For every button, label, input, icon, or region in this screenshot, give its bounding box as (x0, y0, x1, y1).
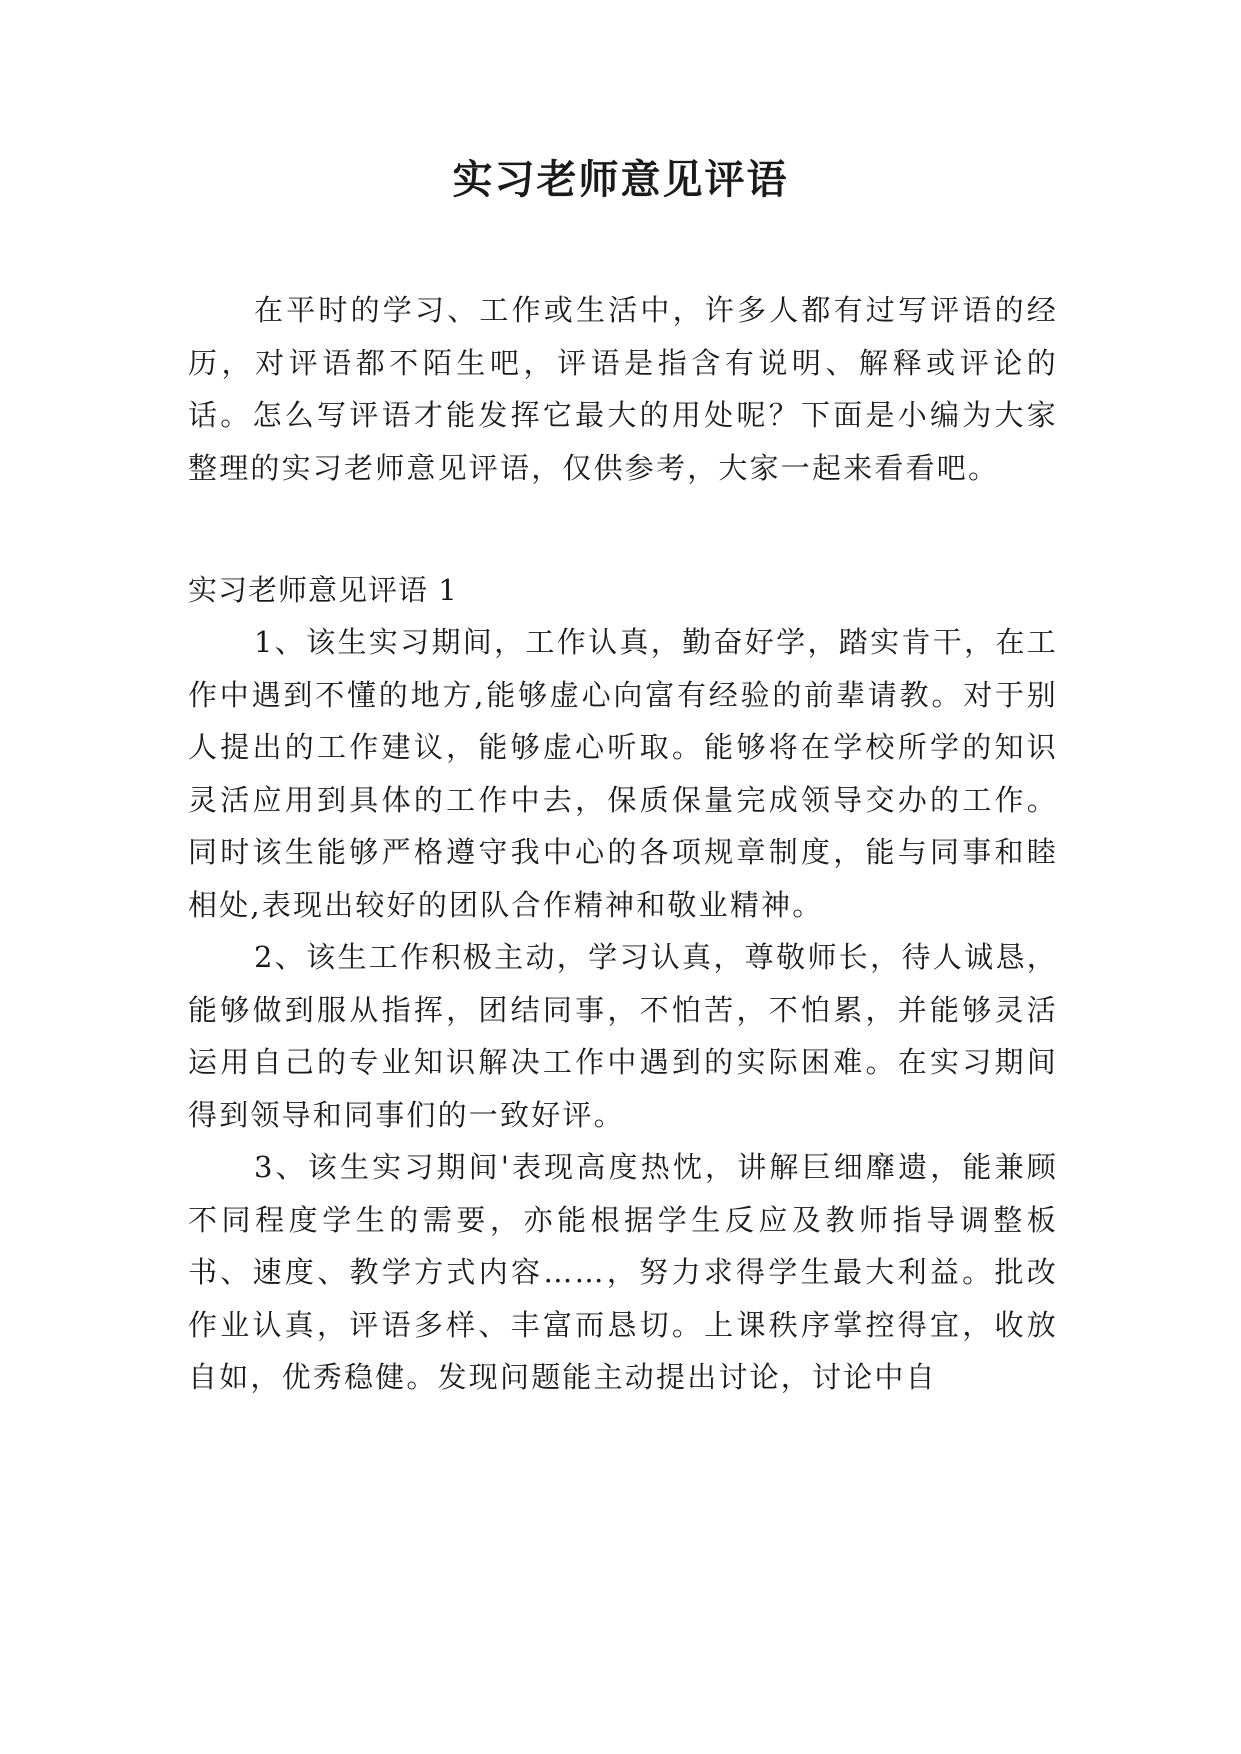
document-title: 实习老师意见评语 (452, 156, 789, 203)
intro-paragraph: 在平时的学习、工作或生活中，许多人都有过写评语的经历，对评语都不陌生吧，评语是指含有说明、解释或评论的话。怎么写评语才能发挥它最大的用处呢？下面是小编为大家整理的实习老师意见评语，仅供参考，大家一起来看看吧。 (188, 293, 1058, 485)
section-spacer (188, 494, 1058, 564)
comment-paragraph-1: 1、该生实习期间，工作认真，勤奋好学，踏实肯干，在工作中遇到不懂的地方,能够虚心向富有经验的前辈请教。对于别人提出的工作建议，能够虚心听取。能够将在学校所学的知识灵活应用到具体的工作中去，保质保量完成领导交办的工作。同时该生能够严格遵守我中心的各项规章制度，能与同事和睦相处,表现出较好的团队合作精神和敬业精神。 (188, 625, 1058, 922)
comment-paragraph-2: 2、该生工作积极主动，学习认真，尊敬师长，待人诚恳，能够做到服从指挥，团结同事，不怕苦，不怕累，并能够灵活运用自己的专业知识解决工作中遇到的实际困难。在实习期间得到领导和同事们的一致好评。 (188, 940, 1058, 1132)
section-heading: 实习老师意见评语 1 (188, 573, 458, 607)
comment-paragraph-3: 3、该生实习期间'表现高度热忱，讲解巨细靡遗，能兼顾不同程度学生的需要，亦能根据学生反应及教师指导调整板书、速度、教学方式内容……，努力求得学生最大利益。批改作业认真，评语多样、丰富而恳切。上课秩序掌控得宜，收放自如，优秀稳健。发现问题能主动提出讨论，讨论中自 (188, 1150, 1058, 1394)
document-body (188, 284, 1058, 1404)
